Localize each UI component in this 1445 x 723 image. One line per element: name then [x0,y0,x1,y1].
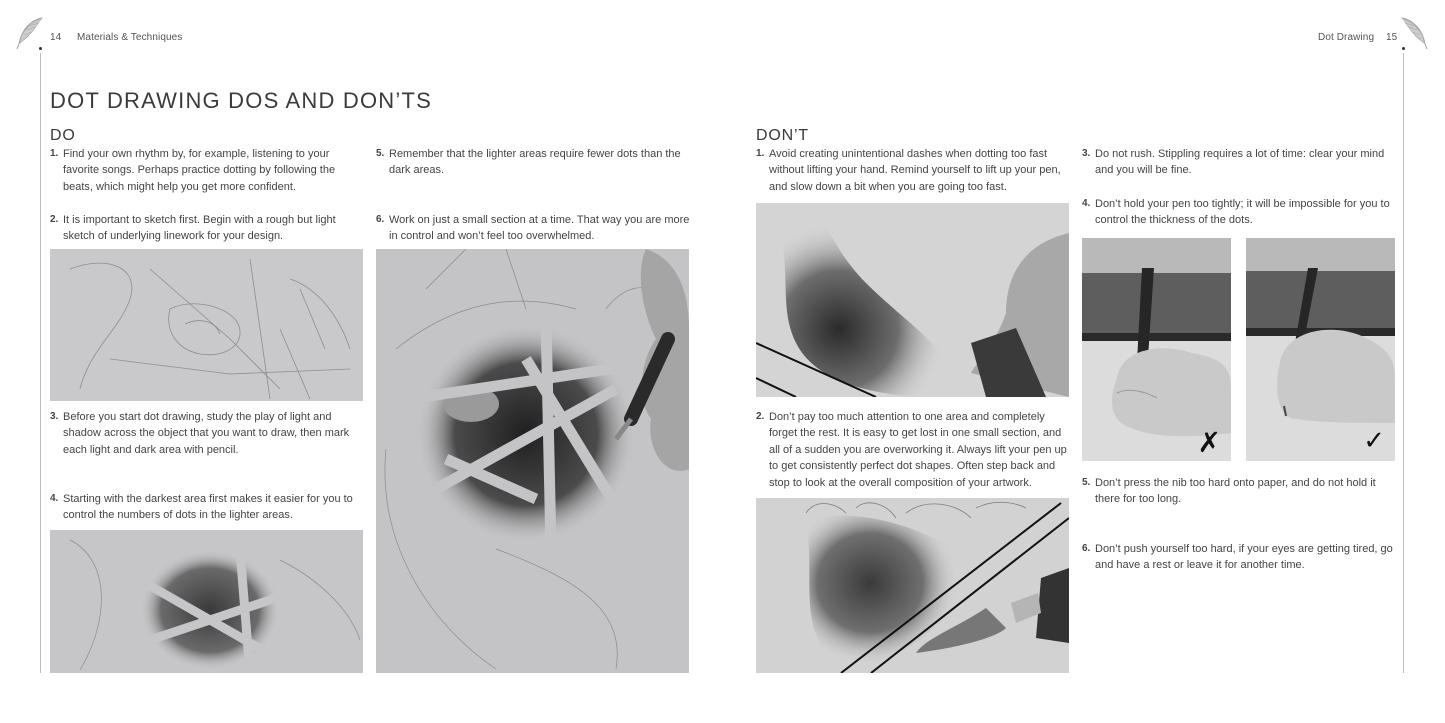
page-title: DOT DRAWING DOS AND DON’TS [50,88,432,113]
feather-icon [1400,16,1430,50]
page-number-right: 15 [1386,32,1398,43]
do-item-2: 2. It is important to sketch first. Begin with a rough but light sketch of underlying linework for your design. [50,214,336,243]
photo-pen-grip-right [1246,238,1395,461]
dont-item-5: 5. Don’t press the nib too hard onto paper, and do not hold it there for too long. [1082,477,1376,506]
page-number-left: 14 [50,32,62,43]
do-item-1: 1. Find your own rhythm by, for example, listening to your favorite songs. Perhaps practice dotting by following the beats, which might help you get more confident. [50,148,336,193]
dont-item-1: 1. Avoid creating unintentional dashes when dotting too fast without lifting your hand. Remind yourself to lift up your pen, and slow down a bit when you are going too fast. [756,148,1061,193]
do-item-6: 6. Work on just a small section at a time. That way you are more in control and won’t feel too overwhelmed. [376,214,690,243]
running-head-left: Materials & Techniques [77,32,183,43]
cross-mark-icon: ✗ [1197,427,1221,458]
dont-item-4: 4. Don’t hold your pen too tightly; it will be impossible for you to control the thickness of the dots. [1082,198,1390,227]
page-rule-left [40,53,41,673]
rule-dot-right [1402,47,1405,50]
feather-icon [14,16,44,50]
do-item-3: 3. Before you start dot drawing, study the play of light and shadow across the object that you want to draw, then mark each light and dark area with pencil. [50,411,350,456]
dont-item-3: 3. Do not rush. Stippling requires a lot of time: clear your mind and you will be fine. [1082,148,1385,177]
dont-item-6: 6. Don’t push yourself too hard, if your eyes are getting tired, go and have a rest or leave it for another time. [1082,543,1393,572]
photo-pen-grip-wrong [1082,238,1231,461]
do-item-5: 5. Remember that the lighter areas require fewer dots than the dark areas. [376,148,681,177]
rule-dot-left [39,47,42,50]
photo-stippled-nose-closeup [756,203,1069,397]
page-rule-right [1403,53,1404,673]
dont-item-2: 2. Don’t pay too much attention to one area and completely forget the rest. It is easy to get lost in one small section, and all of a sudden you are overworking it. Always lift your pen up to get consistently perfect dot shapes. Often step back and stop to look at the overall composition of your artwork. [756,411,1067,489]
photo-rose-stippling-in-progress [376,249,689,673]
do-heading: DO [50,127,76,144]
photo-rose-pencil-sketch [50,249,363,401]
photo-rose-partially-stippled [50,530,363,673]
dont-heading: DON’T [756,127,809,144]
do-item-4: 4. Starting with the darkest area first makes it easier for you to control the numbers of dots in the lighter areas. [50,493,353,522]
check-mark-icon: ✓ [1363,425,1385,455]
running-head-right: Dot Drawing [1318,32,1375,43]
photo-stippled-area-with-lines [756,498,1069,673]
